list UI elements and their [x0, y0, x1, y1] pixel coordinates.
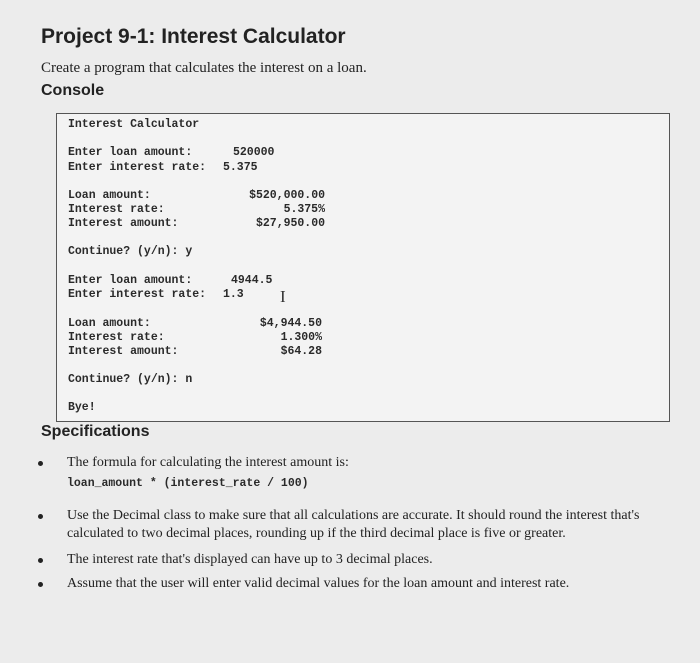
spec-bullet-1: The formula for calculating the interest amount is:: [67, 455, 349, 470]
bye-line: Bye!: [68, 401, 96, 414]
run2-prompt-rate: Enter interest rate:: [68, 288, 207, 301]
run2-out-interest: $64.28: [280, 345, 322, 358]
bullet-icon: [38, 558, 43, 563]
bullet-icon: [38, 461, 43, 466]
run1-label-interest: Interest amount:: [68, 217, 179, 230]
run1-label-rate: Interest rate:: [68, 203, 165, 216]
run2-label-amount: Loan amount:: [68, 317, 151, 330]
spec-bullet-2: Use the Decimal class to make sure that all calculations are accurate. It should round the interest that's calculated to two decimal places, rounding up if the third decimal place is five or greater.: [67, 508, 640, 541]
run2-out-amount: $4,944.50: [259, 317, 322, 330]
run2-label-interest: Interest amount:: [68, 345, 179, 358]
text-cursor-icon: I: [280, 287, 286, 306]
run2-label-rate: Interest rate:: [68, 331, 165, 344]
specifications-heading: Specifications: [41, 423, 150, 440]
run1-out-interest: $27,950.00: [255, 217, 325, 230]
bullet-icon: [38, 514, 43, 519]
run1-prompt-rate: Enter interest rate:: [68, 161, 207, 174]
page-title: Project 9-1: Interest Calculator: [41, 25, 346, 48]
run1-out-amount: $520,000.00: [249, 189, 325, 202]
run2-continue-line: Continue? (y/n): n: [68, 373, 193, 386]
page-subtitle: Create a program that calculates the interest on a loan.: [41, 60, 367, 76]
run2-out-rate: 1.300%: [280, 331, 322, 344]
run1-prompt-amount: Enter loan amount:: [68, 146, 193, 159]
run1-input-amount: 520000: [233, 146, 275, 159]
formula-code: loan_amount * (interest_rate / 100): [67, 477, 309, 490]
run1-label-amount: Loan amount:: [68, 189, 151, 202]
console-output-box: [56, 113, 670, 422]
run2-input-rate: 1.3: [223, 288, 244, 301]
run1-continue-line: Continue? (y/n): y: [68, 245, 193, 258]
spec-bullet-3: The interest rate that's displayed can have up to 3 decimal places.: [67, 552, 433, 567]
run2-input-amount: 4944.5: [231, 274, 273, 287]
run2-prompt-amount: Enter loan amount:: [68, 274, 193, 287]
run1-out-rate: 5.375%: [283, 203, 325, 216]
spec-bullet-4: Assume that the user will enter valid decimal values for the loan amount and interest rate.: [67, 576, 570, 591]
bullet-icon: [38, 582, 43, 587]
console-title-line: Interest Calculator: [68, 118, 200, 131]
console-heading: Console: [41, 82, 105, 99]
run1-input-rate: 5.375: [223, 161, 258, 174]
